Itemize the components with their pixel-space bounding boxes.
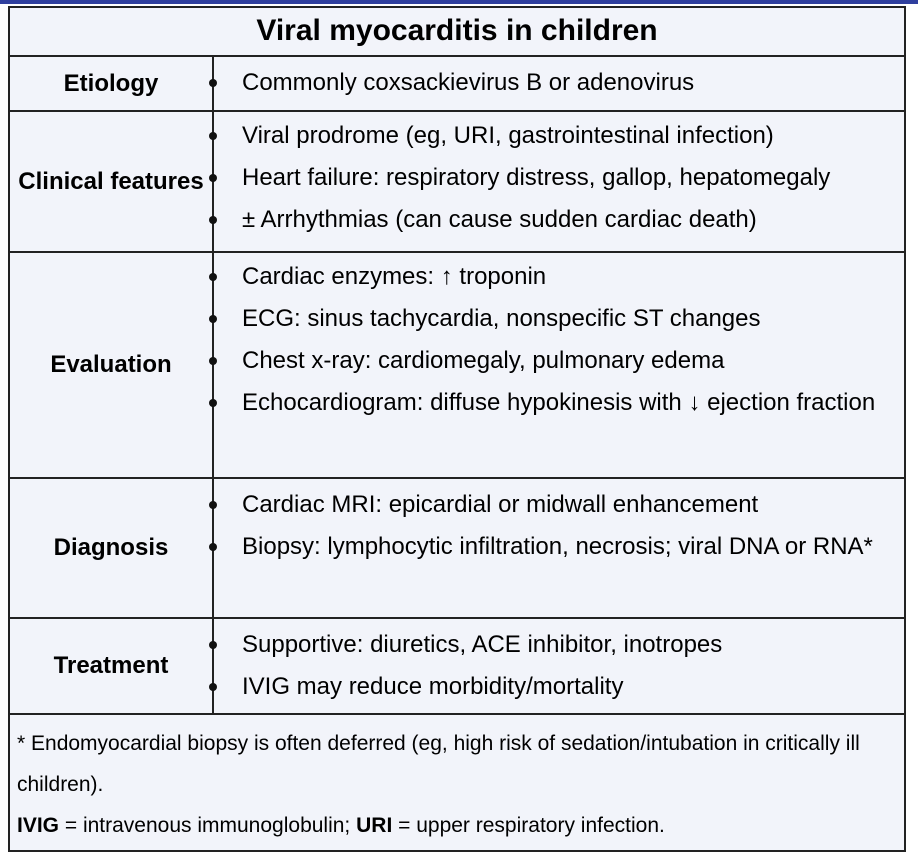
list-item: Cardiac enzymes: ↑ troponin — [214, 256, 896, 298]
bullet-icon — [209, 399, 217, 407]
list-item: Chest x-ray: cardiomegaly, pulmonary edema — [214, 340, 896, 382]
row-items — [214, 253, 904, 477]
row-label: Diagnosis — [10, 479, 214, 617]
table-row-etiology — [10, 57, 904, 112]
bullet-icon — [209, 543, 217, 551]
list-item: Supportive: diuretics, ACE inhibitor, inotropes — [214, 624, 896, 666]
row-items — [214, 57, 904, 110]
table-row-diagnosis — [10, 479, 904, 619]
row-items — [214, 479, 904, 617]
abbr-term: URI — [356, 814, 393, 837]
table-row-treatment — [10, 619, 904, 715]
top-accent-bar — [0, 0, 918, 4]
row-label: Evaluation — [10, 253, 214, 477]
row-label: Clinical features — [10, 112, 214, 251]
footnote-biopsy: * Endomyocardial biopsy is often deferred (eg, high risk of sedation/intubation in critically ill children). — [17, 732, 860, 796]
footnote-abbreviations — [17, 805, 904, 846]
list-item: Cardiac MRI: epicardial or midwall enhancement — [214, 484, 896, 526]
table-footnote — [10, 715, 904, 846]
bullet-icon — [209, 132, 217, 140]
row-items — [214, 619, 904, 713]
bullet-icon — [209, 273, 217, 281]
abbr-definition: = upper respiratory infection. — [392, 814, 665, 837]
abbr-definition: = intravenous immunoglobulin; — [59, 814, 357, 837]
bullet-icon — [209, 683, 217, 691]
summary-table — [8, 6, 906, 852]
bullet-icon — [209, 501, 217, 509]
list-item: Biopsy: lymphocytic infiltration, necrosis; viral DNA or RNA* — [214, 526, 896, 568]
bullet-icon — [209, 79, 217, 87]
table-row-clinical-features — [10, 112, 904, 253]
list-item: Viral prodrome (eg, URI, gastrointestinal infection) — [214, 115, 896, 157]
list-item: ECG: sinus tachycardia, nonspecific ST changes — [214, 298, 896, 340]
row-items — [214, 112, 904, 251]
list-item: Echocardiogram: diffuse hypokinesis with ↓ ejection fraction — [214, 382, 896, 424]
table-row-evaluation — [10, 253, 904, 479]
row-label: Etiology — [10, 57, 214, 110]
bullet-icon — [209, 174, 217, 182]
bullet-icon — [209, 357, 217, 365]
list-item: Commonly coxsackievirus B or adenovirus — [214, 62, 896, 104]
bullet-icon — [209, 315, 217, 323]
abbr-term: IVIG — [17, 814, 60, 837]
row-label: Treatment — [10, 619, 214, 713]
table-title: Viral myocarditis in children — [10, 8, 904, 57]
list-item: Heart failure: respiratory distress, gallop, hepatomegaly — [214, 157, 896, 199]
bullet-icon — [209, 641, 217, 649]
bullet-icon — [209, 216, 217, 224]
list-item: IVIG may reduce morbidity/mortality — [214, 666, 896, 708]
list-item: ± Arrhythmias (can cause sudden cardiac death) — [214, 199, 896, 241]
